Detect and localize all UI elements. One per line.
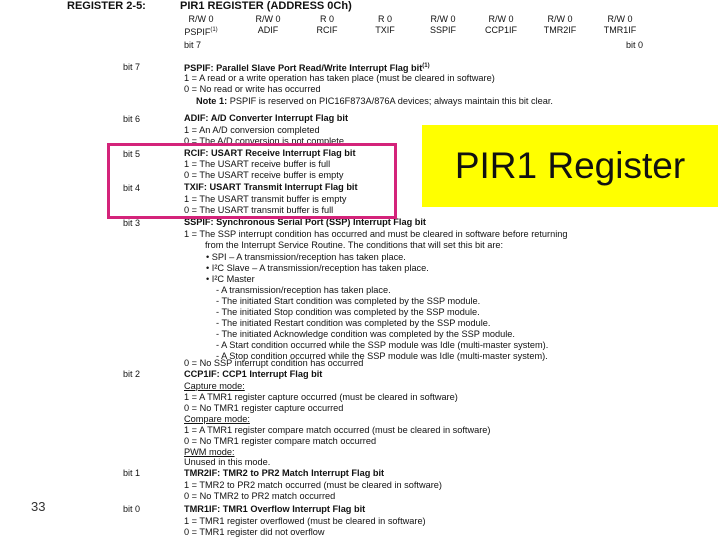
tmr2if-set: 1 = TMR2 to PR2 match occurred (must be cleared in software) bbox=[184, 480, 442, 490]
bit-label: bit 6 bbox=[123, 114, 141, 124]
adif-set: 1 = An A/D conversion completed bbox=[184, 125, 320, 135]
bit-cell bbox=[595, 14, 645, 36]
sspif-i2c-master: • I²C Master bbox=[206, 274, 255, 284]
pspif-set: 1 = A read or a write operation has taken place (must be cleared in software) bbox=[184, 73, 495, 83]
compare-mode-label: Compare mode: bbox=[184, 414, 250, 424]
bit-name: PSPIF$^{(1)}$ bbox=[184, 27, 218, 37]
tmr2if-clear: 0 = No TMR2 to PR2 match occurred bbox=[184, 491, 336, 501]
bit-access: R 0 bbox=[377, 14, 392, 24]
bit-cell bbox=[360, 14, 410, 36]
compare-set: 1 = A TMR1 register compare match occurred (must be cleared in software) bbox=[184, 425, 491, 435]
bit-access: R/W 0 bbox=[188, 14, 214, 24]
bit-cell bbox=[176, 14, 226, 38]
bit-access: R/W 0 bbox=[430, 14, 456, 24]
sspif-set-cont: from the Interrupt Service Routine. The conditions that will set this bit are: bbox=[205, 240, 504, 250]
bit-cell bbox=[476, 14, 526, 36]
bit-access: R 0 bbox=[319, 14, 334, 24]
txif-set: 1 = The USART transmit buffer is empty bbox=[184, 194, 347, 204]
capture-mode-label: Capture mode: bbox=[184, 381, 245, 391]
bit-label: bit 3 bbox=[123, 218, 141, 228]
bit-label: bit 0 bbox=[123, 504, 141, 514]
capture-clear: 0 = No TMR1 register capture occurred bbox=[184, 403, 344, 413]
pwm-mode-label: PWM mode: bbox=[184, 447, 235, 457]
rcif-set: 1 = The USART receive buffer is full bbox=[184, 159, 331, 169]
adif-title: ADIF: A/D Converter Interrupt Flag bit bbox=[184, 113, 349, 123]
register-label: REGISTER 2-5: bbox=[67, 0, 146, 12]
bit-label: bit 5 bbox=[123, 149, 141, 159]
sspif-i2c-slave: • I²C Slave – A transmission/reception has taken place. bbox=[206, 263, 429, 273]
sspif-clear: 0 = No SSP interrupt condition has occurred bbox=[184, 358, 364, 368]
compare-clear: 0 = No TMR1 register compare match occurred bbox=[184, 436, 377, 446]
pspif-note: Note 1: PSPIF is reserved on PIC16F873A/876A devices; always maintain this bit clear. bbox=[196, 96, 553, 106]
bit-name: SSPIF bbox=[429, 25, 456, 35]
txif-title: TXIF: USART Transmit Interrupt Flag bit bbox=[184, 182, 358, 192]
pwm-text: Unused in this mode. bbox=[184, 457, 271, 467]
rcif-txif-highlight-box bbox=[107, 143, 397, 219]
bit-name: TMR2IF bbox=[543, 25, 577, 35]
bit-access: R/W 0 bbox=[547, 14, 573, 24]
rcif-title: RCIF: USART Receive Interrupt Flag bit bbox=[184, 148, 356, 158]
ccp1if-title: CCP1IF: CCP1 Interrupt Flag bit bbox=[184, 369, 323, 379]
bit7-marker: bit 7 bbox=[184, 40, 202, 50]
master-item: - The initiated Stop condition was completed by the SSP module. bbox=[216, 307, 480, 317]
txif-clear: 0 = The USART transmit buffer is full bbox=[184, 205, 334, 215]
callout-title: PIR1 Register bbox=[454, 145, 686, 186]
bit-label: bit 1 bbox=[123, 468, 141, 478]
title-callout bbox=[422, 125, 718, 207]
sspif-spi: • SPI – A transmission/reception has taken place. bbox=[206, 252, 406, 262]
bit-name: CCP1IF bbox=[484, 25, 517, 35]
bit-cell bbox=[418, 14, 468, 36]
master-item: - The initiated Restart condition was completed by the SSP module. bbox=[216, 318, 491, 328]
tmr1if-title: TMR1IF: TMR1 Overflow Interrupt Flag bit bbox=[184, 504, 366, 514]
master-item: - A transmission/reception has taken place. bbox=[216, 285, 391, 295]
bit-label: bit 7 bbox=[123, 62, 141, 72]
sspif-set: 1 = The SSP interrupt condition has occurred and must be cleared in software before returning bbox=[184, 229, 568, 239]
bit0-marker: bit 0 bbox=[626, 40, 644, 50]
bit-cell bbox=[535, 14, 585, 36]
pspif-clear: 0 = No read or write has occurred bbox=[184, 84, 321, 94]
master-item: - A Start condition occurred while the SSP module was Idle (multi-master system). bbox=[216, 340, 549, 350]
bit-name: ADIF bbox=[257, 25, 279, 35]
bit-access: R/W 0 bbox=[607, 14, 633, 24]
bit-label: bit 4 bbox=[123, 183, 141, 193]
pspif-title: PSPIF: Parallel Slave Port Read/Write Interrupt Flag bit$^{(1)}$ bbox=[184, 63, 430, 74]
tmr2if-title: TMR2IF: TMR2 to PR2 Match Interrupt Flag bit bbox=[184, 468, 385, 478]
master-item: - The initiated Start condition was completed by the SSP module. bbox=[216, 296, 481, 306]
tmr1if-clear: 0 = TMR1 register did not overflow bbox=[184, 527, 325, 537]
bit-name: TXIF bbox=[375, 25, 395, 35]
bit-cell bbox=[302, 14, 352, 36]
register-title: PIR1 REGISTER (ADDRESS 0Ch) bbox=[180, 0, 352, 12]
master-item: - A Stop condition occurred while the SSP module was Idle (multi-master system). bbox=[216, 351, 548, 361]
bit-cell bbox=[243, 14, 293, 36]
bit-access: R/W 0 bbox=[488, 14, 514, 24]
adif-clear: 0 = The A/D conversion is not complete bbox=[184, 136, 344, 146]
bit-name: RCIF bbox=[316, 25, 338, 35]
bit-access: R/W 0 bbox=[255, 14, 281, 24]
tmr1if-set: 1 = TMR1 register overflowed (must be cleared in software) bbox=[184, 516, 426, 526]
sspif-title: SSPIF: Synchronous Serial Port (SSP) Interrupt Flag bit bbox=[184, 217, 426, 227]
master-item: - The initiated Acknowledge condition was completed by the SSP module. bbox=[216, 329, 515, 339]
bit-name: TMR1IF bbox=[603, 25, 637, 35]
slide-number: 33 bbox=[31, 499, 46, 514]
bit-label: bit 2 bbox=[123, 369, 141, 379]
rcif-clear: 0 = The USART receive buffer is empty bbox=[184, 170, 344, 180]
capture-set: 1 = A TMR1 register capture occurred (must be cleared in software) bbox=[184, 392, 458, 402]
